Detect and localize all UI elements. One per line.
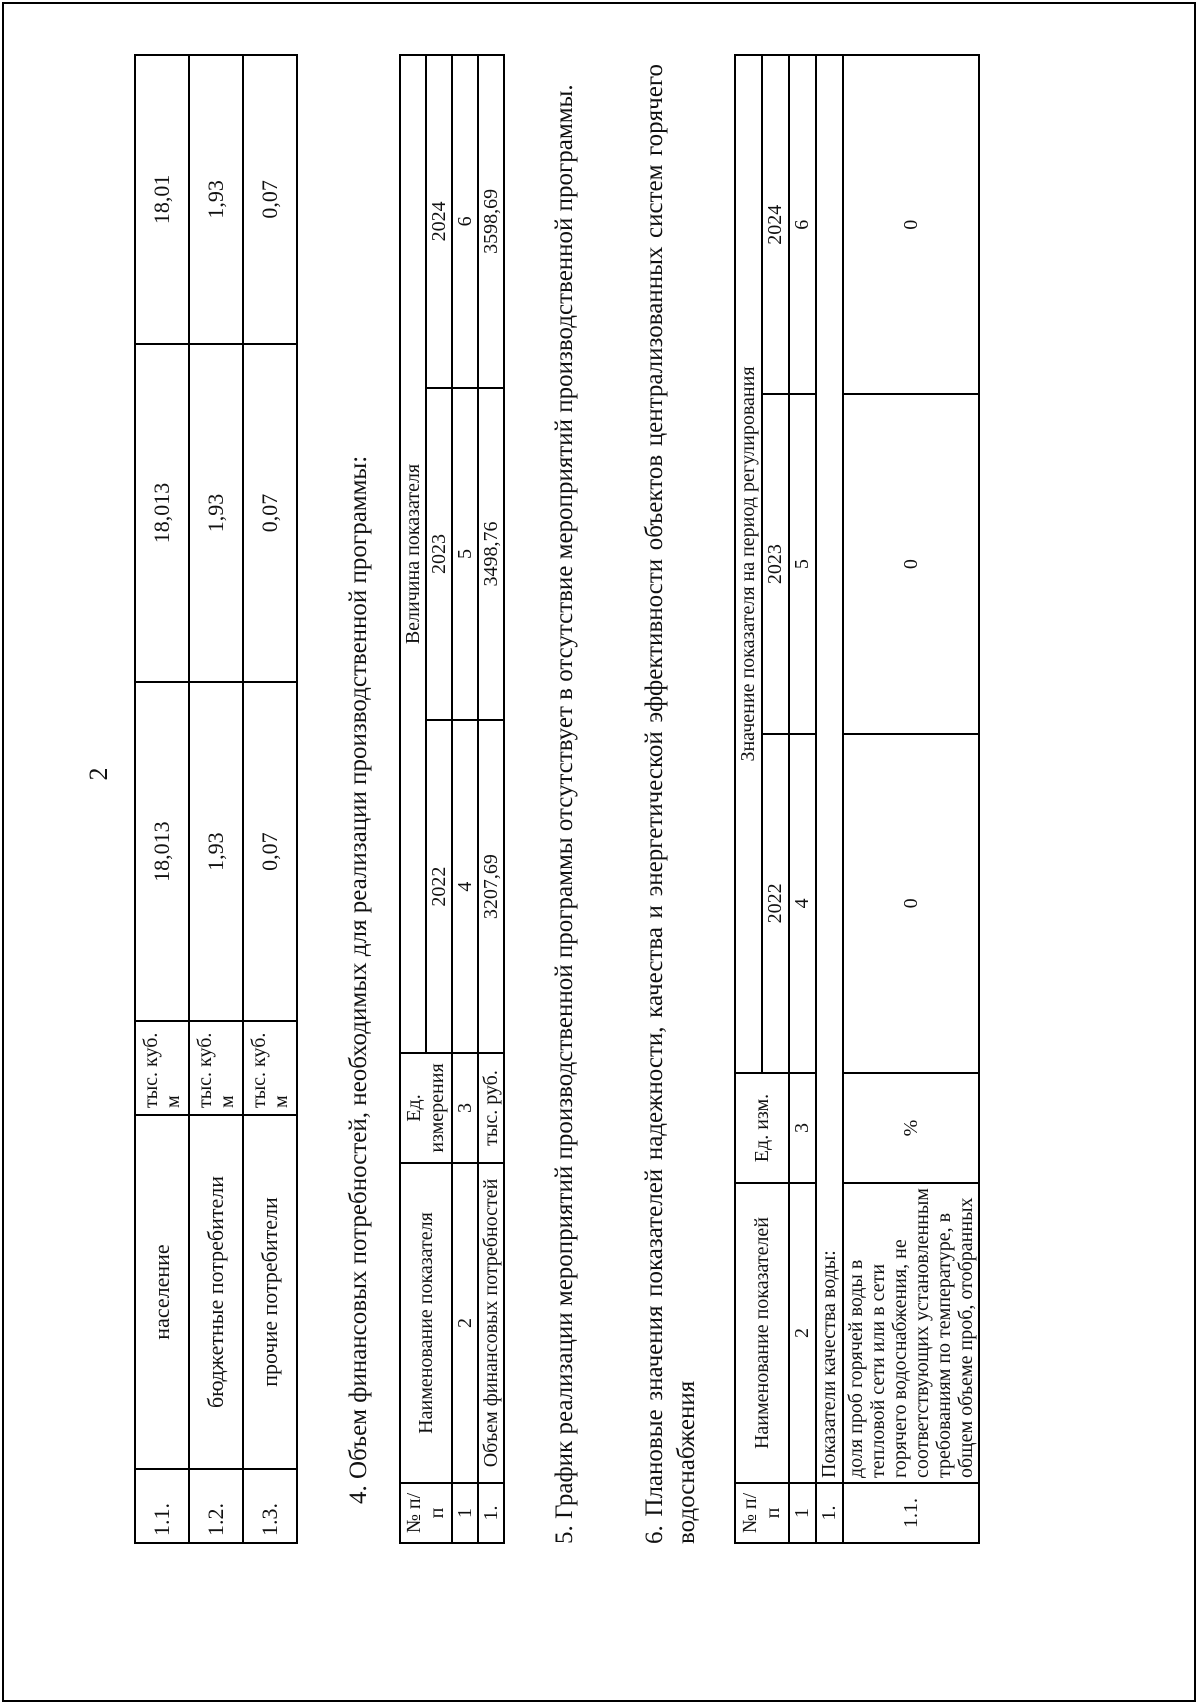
value-2022: 0,07 <box>243 682 297 1021</box>
row-number: 1. <box>478 1483 504 1543</box>
header-unit: Ед. изм. <box>735 1073 789 1183</box>
value-2023: 0 <box>843 394 979 733</box>
value-2022: 3207,69 <box>478 720 504 1053</box>
row-name: прочие потребители <box>243 1115 297 1469</box>
table-header-row <box>400 55 426 1543</box>
table-row <box>243 55 297 1543</box>
column-number-row <box>452 55 478 1543</box>
col-num: 4 <box>452 720 478 1053</box>
value-2024: 0 <box>843 55 979 394</box>
value-2024: 3598,69 <box>478 55 504 388</box>
page-number: 2 <box>84 767 113 781</box>
header-year: 2023 <box>762 394 789 733</box>
row-name: бюджетные потребители <box>189 1115 243 1469</box>
row-unit: % <box>843 1073 979 1183</box>
col-num: 2 <box>789 1183 816 1483</box>
section-5-text: 5. График реализации мероприятий производственной программы отсутствует в отсутствие мероприятий производственной программы. <box>551 84 578 1544</box>
rotated-content <box>4 64 1114 1644</box>
header-unit: Ед. измерения <box>400 1053 452 1163</box>
row-number: 1.1. <box>843 1483 979 1543</box>
section-4-heading: 4. Объем финансовых потребностей, необходимых для реализации производственной программы: <box>345 455 372 1504</box>
header-year: 2024 <box>762 55 789 394</box>
col-num: 4 <box>789 734 816 1073</box>
row-number: 1.3. <box>243 1469 297 1543</box>
value-2024: 18,01 <box>135 55 189 344</box>
financial-needs-table <box>399 54 505 1544</box>
table-row <box>843 55 979 1543</box>
row-unit: тыс. куб. м <box>135 1021 189 1115</box>
document-page <box>2 2 1196 1702</box>
col-num: 5 <box>452 388 478 721</box>
group-row <box>816 55 843 1543</box>
header-value: Величина показателя <box>400 55 426 1053</box>
header-name: Наименование показателей <box>735 1183 789 1483</box>
col-num: 2 <box>452 1163 478 1483</box>
row-unit: тыс. куб. м <box>189 1021 243 1115</box>
col-num: 6 <box>789 55 816 394</box>
header-year: 2022 <box>762 734 789 1073</box>
column-number-row <box>789 55 816 1543</box>
table-row <box>135 55 189 1543</box>
value-2023: 0,07 <box>243 344 297 683</box>
consumption-table <box>134 54 298 1544</box>
value-2024: 0,07 <box>243 55 297 344</box>
header-year: 2023 <box>426 388 452 721</box>
group-number: 1. <box>816 1483 843 1543</box>
col-num: 5 <box>789 394 816 733</box>
row-unit: тыс. куб. м <box>243 1021 297 1115</box>
col-num: 6 <box>452 55 478 388</box>
value-2022: 18,013 <box>135 682 189 1021</box>
table-header-row <box>735 55 762 1543</box>
row-unit: тыс. руб. <box>478 1053 504 1163</box>
header-num: № п/п <box>400 1483 452 1543</box>
header-year: 2022 <box>426 720 452 1053</box>
table-row <box>189 55 243 1543</box>
value-2023: 18,013 <box>135 344 189 683</box>
header-year: 2024 <box>426 55 452 388</box>
header-value: Значение показателя на период регулирования <box>735 55 762 1073</box>
value-2022: 0 <box>843 734 979 1073</box>
col-num: 3 <box>789 1073 816 1183</box>
value-2023: 1,93 <box>189 344 243 683</box>
value-2023: 3498,76 <box>478 388 504 721</box>
value-2022: 1,93 <box>189 682 243 1021</box>
row-name: Объем финансовых потребностей <box>478 1163 504 1483</box>
section-6-text: 6. Плановые значения показателей надежности, качества и энергетической эффективности объектов централизованных систем горячего водоснабжения <box>641 64 700 1544</box>
quality-indicators-table <box>734 54 980 1544</box>
value-2024: 1,93 <box>189 55 243 344</box>
group-name: Показатели качества воды: <box>816 55 843 1483</box>
row-number: 1.1. <box>135 1469 189 1543</box>
header-name: Наименование показателя <box>400 1163 452 1483</box>
row-name: доля проб горячей воды в тепловой сети или в сети горячего водоснабжения, не соответствующих установленным требованиям по температуре, в общем объеме проб, отобранных <box>843 1183 979 1483</box>
col-num: 1 <box>452 1483 478 1543</box>
table-row <box>478 55 504 1543</box>
row-number: 1.2. <box>189 1469 243 1543</box>
col-num: 3 <box>452 1053 478 1163</box>
row-name: население <box>135 1115 189 1469</box>
col-num: 1 <box>789 1483 816 1543</box>
header-num: № п/п <box>735 1483 789 1543</box>
